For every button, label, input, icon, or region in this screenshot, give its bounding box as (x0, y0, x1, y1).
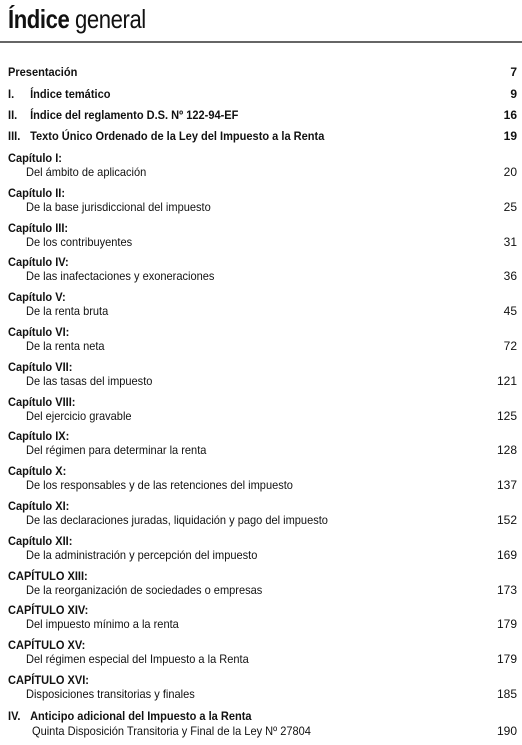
chapter-entry[interactable] (8, 442, 517, 458)
chapter-entry[interactable] (8, 268, 517, 284)
chapter-entry[interactable] (8, 582, 517, 598)
toc-entry-label: Anticipo adicional del Impuesto a la Renta (30, 709, 252, 723)
toc-entry-presentacion[interactable] (8, 64, 517, 80)
chapter-title: De los contribuyentes (26, 235, 133, 249)
chapter-title: De las declaraciones juradas, liquidación y pago del impuesto (26, 513, 328, 527)
chapter-heading-label: Capítulo X: (8, 464, 67, 478)
chapter-entry[interactable] (8, 477, 517, 493)
chapter-page: 20 (503, 165, 517, 179)
chapter-entry[interactable] (8, 686, 517, 702)
toc-entry-roman: III. (8, 129, 21, 143)
chapter-title: De la renta neta (26, 339, 105, 353)
chapter-title: De la renta bruta (26, 304, 109, 318)
chapter-title: De la base jurisdiccional del impuesto (26, 200, 211, 214)
chapter-entry[interactable] (8, 547, 517, 563)
toc-entry-label: Presentación (8, 65, 78, 79)
chapter-entry[interactable] (8, 512, 517, 528)
chapter-title: De la reorganización de sociedades o empresas (26, 583, 263, 597)
chapter-page: 179 (496, 617, 517, 631)
chapter-heading-label: Capítulo IV: (8, 255, 69, 269)
chapter-page: 173 (496, 583, 517, 597)
toc-entry-label: Índice del reglamento D.S. Nº 122-94-EF (30, 108, 239, 122)
chapter-title: De la administración y percepción del impuesto (26, 548, 258, 562)
toc-entry-roman: II. (8, 108, 18, 122)
chapter-title: De las inafectaciones y exoneraciones (26, 269, 215, 283)
chapter-entry[interactable] (8, 373, 517, 389)
chapter-heading-label: Capítulo III: (8, 221, 69, 235)
chapter-page: 137 (496, 478, 517, 492)
chapter-entry[interactable] (8, 651, 517, 667)
toc-entry-page: 7 (510, 65, 517, 79)
chapter-page: 25 (503, 200, 517, 214)
toc-entry-subtitle: Quinta Disposición Transitoria y Final de la Ley Nº 27804 (32, 724, 311, 738)
toc-entry-roman: I. (8, 87, 15, 101)
chapter-heading-label: CAPÍTULO XV: (8, 638, 86, 652)
chapter-page: 36 (503, 269, 517, 283)
chapter-heading-label: Capítulo XI: (8, 499, 70, 513)
chapter-title: De los responsables y de las retenciones del impuesto (26, 478, 293, 492)
chapter-entry[interactable] (8, 408, 517, 424)
toc-entry-roman: IV. (8, 709, 21, 723)
chapter-title: Disposiciones transitorias y finales (26, 687, 195, 701)
chapter-title: Del régimen para determinar la renta (26, 443, 207, 457)
toc-entry-indice-reglamento[interactable] (8, 107, 517, 123)
toc-entry-page: 9 (510, 87, 517, 101)
chapter-title: Del ejercicio gravable (26, 409, 132, 423)
chapter-page: 45 (503, 304, 517, 318)
chapter-page: 128 (496, 443, 517, 457)
chapter-heading-label: CAPÍTULO XIV: (8, 603, 89, 617)
toc-entry-label: Texto Único Ordenado de la Ley del Impuesto a la Renta (30, 129, 325, 143)
page-title-bold: Índice (8, 4, 70, 34)
chapter-page: 121 (496, 374, 517, 388)
page-title (8, 4, 146, 34)
chapter-entry[interactable] (8, 164, 517, 180)
chapter-heading-label: Capítulo II: (8, 186, 66, 200)
chapter-entry[interactable] (8, 199, 517, 215)
toc-entry-anticipo-subtitle-row[interactable] (8, 723, 517, 739)
chapter-page: 185 (496, 687, 517, 701)
chapter-heading-label: CAPÍTULO XIII: (8, 569, 88, 583)
chapter-entry[interactable] (8, 234, 517, 250)
chapter-page: 169 (496, 548, 517, 562)
chapter-entry[interactable] (8, 338, 517, 354)
chapter-heading-label: Capítulo IX: (8, 429, 70, 443)
chapter-heading-label: Capítulo VIII: (8, 395, 76, 409)
chapter-title: Del impuesto mínimo a la renta (26, 617, 179, 631)
chapter-page: 179 (496, 652, 517, 666)
chapter-title: Del régimen especial del Impuesto a la Renta (26, 652, 249, 666)
chapter-heading-label: Capítulo V: (8, 290, 66, 304)
chapter-heading-label: Capítulo VII: (8, 360, 73, 374)
chapter-heading-label: CAPÍTULO XVI: (8, 673, 89, 687)
toc-entry-label: Índice temático (30, 87, 111, 101)
chapter-entry[interactable] (8, 303, 517, 319)
chapter-title: De las tasas del impuesto (26, 374, 153, 388)
chapter-title: Del ámbito de aplicación (26, 165, 147, 179)
chapter-heading-label: Capítulo XII: (8, 534, 73, 548)
chapter-entry[interactable] (8, 616, 517, 632)
chapter-page: 72 (503, 339, 517, 353)
chapter-heading-label: Capítulo I: (8, 151, 62, 165)
chapter-page: 152 (496, 513, 517, 527)
title-divider (0, 41, 522, 43)
toc-entry-page: 190 (496, 724, 517, 738)
chapter-page: 31 (503, 235, 517, 249)
chapter-page: 125 (496, 409, 517, 423)
toc-entry-anticipo[interactable] (8, 708, 517, 724)
page-title-light: general (75, 4, 146, 34)
chapter-heading-label: Capítulo VI: (8, 325, 70, 339)
toc-entry-texto-unico[interactable] (8, 128, 517, 144)
toc-entry-page: 16 (503, 108, 517, 122)
toc-entry-page: 19 (503, 129, 517, 143)
toc-entry-indice-tematico[interactable] (8, 86, 517, 102)
